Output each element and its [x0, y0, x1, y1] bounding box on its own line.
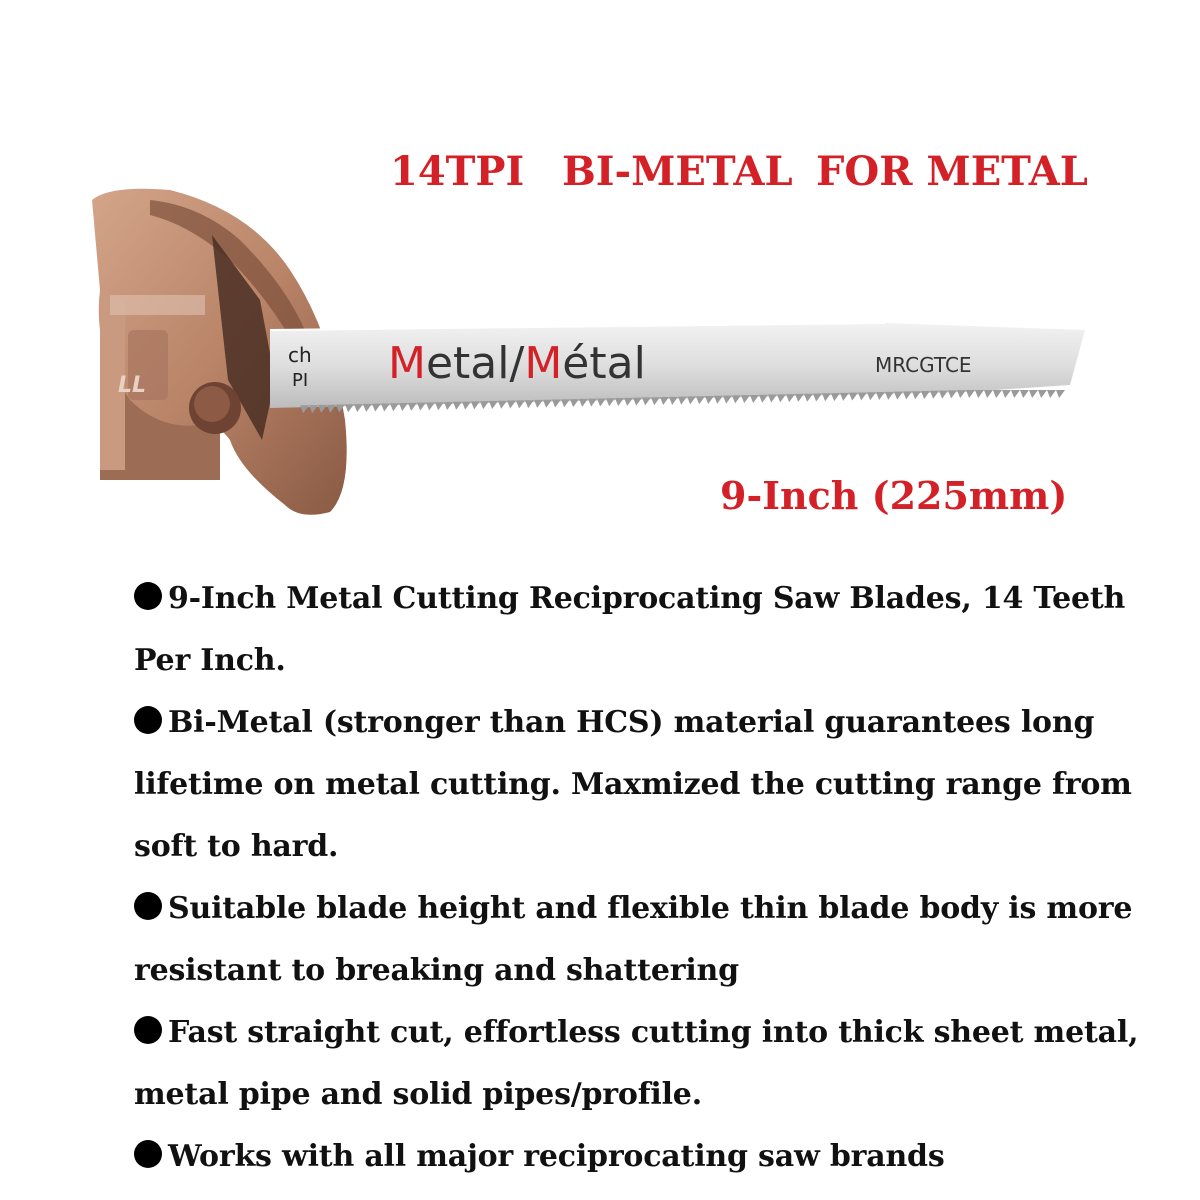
bullet-icon	[134, 582, 162, 610]
blade-partial-bottom: PI	[292, 370, 309, 391]
bullet-icon	[134, 1016, 162, 1044]
feature-text: Suitable blade height and flexible thin blade body is more resistant to breaking and shattering	[134, 891, 1133, 988]
blade-size: 9-Inch (225mm)	[720, 473, 1068, 518]
blade-label-m1: M	[388, 338, 426, 389]
feature-item	[134, 1126, 1174, 1188]
blade-label-rest2: étal	[562, 338, 646, 389]
spec-application: FOR METAL	[816, 148, 1088, 195]
blade-label-rest1: etal/	[425, 338, 525, 389]
feature-text: Bi-Metal (stronger than HCS) material guarantees long lifetime on metal cutting. Maxmized the cutting range from soft to hard.	[134, 705, 1132, 864]
blade-brand: MRCGTCE	[875, 353, 972, 377]
feature-text: 9-Inch Metal Cutting Reciprocating Saw Blades, 14 Teeth Per Inch.	[134, 581, 1126, 678]
blade-partial-top: ch	[288, 343, 312, 367]
bullet-icon	[134, 892, 162, 920]
feature-item	[134, 1002, 1174, 1126]
bullet-icon	[134, 1140, 162, 1168]
blade-label-m2: M	[524, 338, 563, 389]
spec-material: BI-METAL	[562, 148, 793, 195]
bullet-icon	[134, 706, 162, 734]
feature-text: Works with all major reciprocating saw brands	[168, 1139, 945, 1174]
feature-item	[134, 692, 1174, 878]
feature-text: Fast straight cut, effortless cutting into thick sheet metal, metal pipe and solid pipes/profile.	[134, 1015, 1139, 1112]
spec-tpi: 14TPI	[390, 148, 525, 195]
feature-list	[134, 568, 1174, 1188]
feature-item	[134, 878, 1174, 1002]
blade-label	[388, 338, 646, 389]
feature-item	[134, 568, 1174, 692]
handle-logo: LL	[118, 373, 147, 398]
